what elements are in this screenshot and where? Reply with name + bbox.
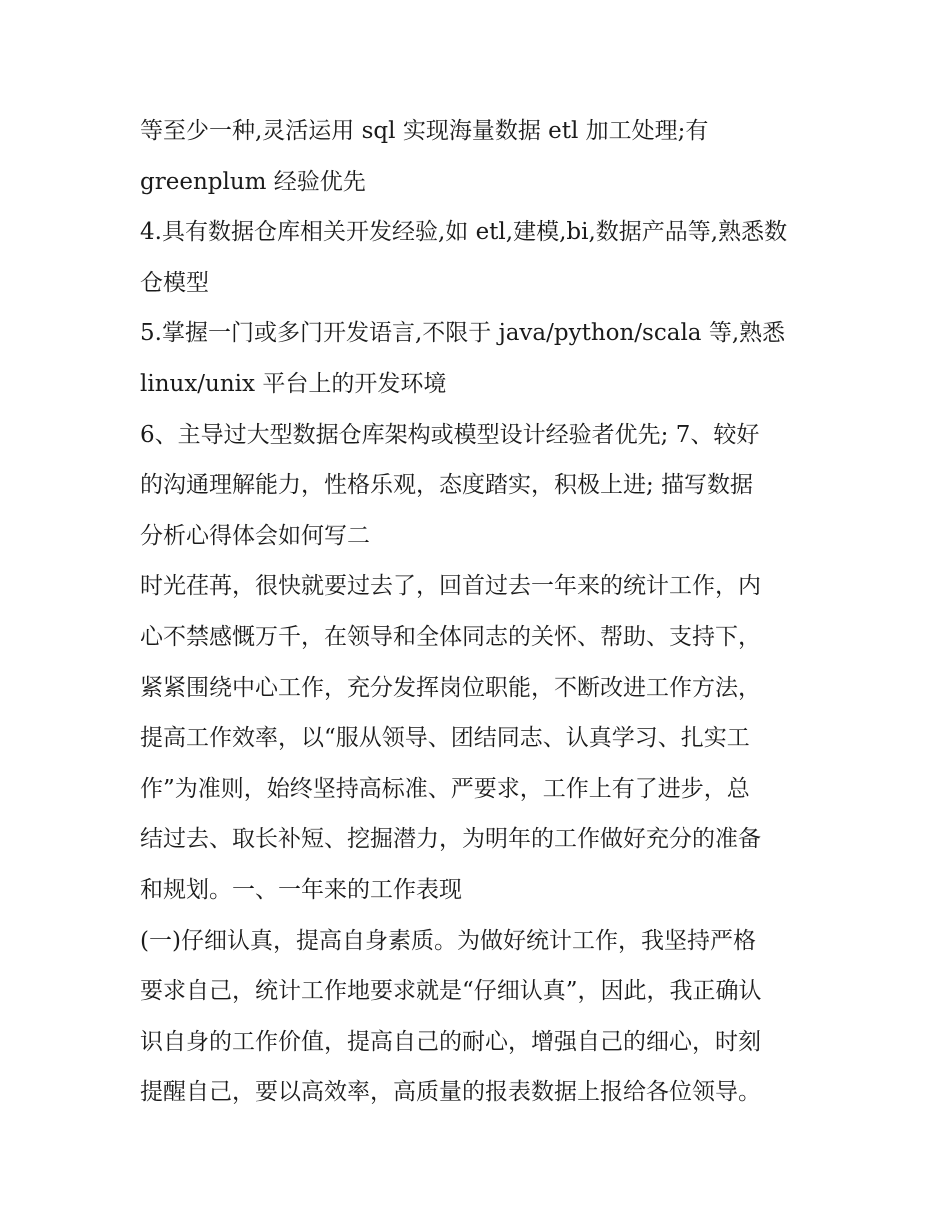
text-line: 的沟通理解能力，性格乐观，态度踏实，积极上进; 描写数据: [140, 472, 754, 499]
text-line: 紧紧围绕中心工作，充分发挥岗位职能，不断改进工作方法，: [140, 674, 761, 701]
text-line: 等至少一种,灵活运用 sql 实现海量数据 etl 加工处理;有: [140, 118, 709, 144]
text-line: 要求自己，统计工作地要求就是“仔细认真”，因此，我正确认: [140, 978, 762, 1005]
text-line: 心不禁感慨万千，在领导和全体同志的关怀、帮助、支持下，: [140, 623, 761, 650]
text-line: 5.掌握一门或多门开发语言,不限于 java/python/scala 等,熟悉: [140, 320, 786, 347]
text-line: 仓模型: [140, 269, 209, 296]
text-line: 6、主导过大型数据仓库架构或模型设计经验者优先; 7、较好: [140, 421, 760, 448]
text-line: 识自身的工作价值，提高自己的耐心，增强自己的细心，时刻: [140, 1028, 761, 1055]
text-line: 时光荏苒，很快就要过去了，回首过去一年来的统计工作，内: [140, 573, 761, 600]
text-line: (一)仔细认真，提高自身素质。为做好统计工作，我坚持严格: [140, 927, 756, 954]
text-line: greenplum 经验优先: [140, 168, 366, 195]
text-line: 提醒自己，要以高效率，高质量的报表数据上报给各位领导。: [140, 1079, 761, 1106]
text-line: 提高工作效率，以“服从领导、团结同志、认真学习、扎实工: [140, 725, 750, 752]
text-line: linux/unix 平台上的开发环境: [140, 370, 447, 397]
text-line: 4.具有数据仓库相关开发经验,如 etl,建模,bi,数据产品等,熟悉数: [140, 219, 788, 246]
text-line: 分析心得体会如何写二: [140, 522, 370, 549]
document-body: [140, 106, 830, 1118]
text-line: 作”为准则，始终坚持高标准、严要求，工作上有了进步，总: [140, 775, 750, 802]
text-line: 结过去、取长补短、挖掘潜力，为明年的工作做好充分的准备: [140, 826, 761, 853]
text-line: 和规划。一、一年来的工作表现: [140, 876, 462, 903]
